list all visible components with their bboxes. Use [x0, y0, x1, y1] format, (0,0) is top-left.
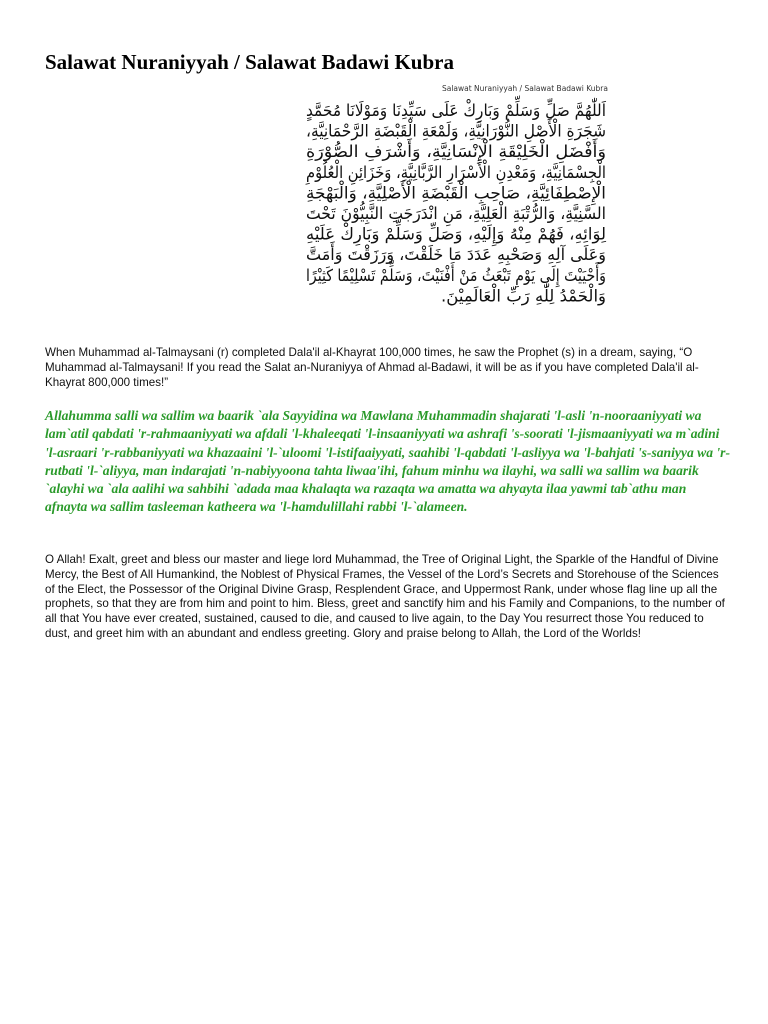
intro-paragraph: When Muhammad al-Talmaysani (r) completed Dala'il al-Khayrat 100,000 times, he saw the Prophet (s) in a dream, saying, “O Muhammad al-Talmaysani! If you read the Salat an-Nuraniyya of Ahmad al-Badawi, it will be as if you have completed Dala'il al-Khayrat 800,000 times!”	[45, 346, 699, 389]
translation-paragraph: O Allah! Exalt, greet and bless our master and liege lord Muhammad, the Tree of Original Light, the Sparkle of the Handful of Divine Mercy, the Best of All Humankind, the Noblest of Physical Frames, the Vessel of the Lord’s Secrets and Storehouse of the Sciences of the Elect, the Possessor of the Original Divine Grasp, Resplendent Grace, and Uppermost Rank, under whose flag line up all the prophets, so that they are from him and point to him. Bless, greet and sanctify him and his Family and Companions, to the number of all that You have ever created, sustained, caused to die, and caused to live again, to the Day You resurrect those You reduced to dust, and greet him with an abundant and endless greeting. Glory and praise belong to Allah, the Lord of the Worlds!	[45, 553, 725, 640]
arabic-calligraphy-image	[300, 84, 657, 320]
arabic-text-image	[300, 96, 657, 318]
arabic-line: اَللّٰهُمَّ صَلِّ وَسَلِّمْ وَبَارِكْ عَلَى سَيِّدِنَا وَمَوْلَانَا مُحَمَّدٍ	[306, 101, 629, 120]
arabic-line: السَّنِيَّةِ، وَالرُّتْبَةِ الْعَلِيَّةِ، مَنِ انْدَرَجَتِ النَّبِيُّوْنَ تَحْتَ	[306, 204, 624, 223]
arabic-line: الْجِسْمَانِيَّةِ، وَمَعْدِنِ الْأَسْرَارِ الرَّبَّانِيَّةِ، وَخَزَائِنِ الْعُلُوْمِ	[306, 162, 644, 182]
arabic-line: لِوَائِهِ، فَهُمْ مِنْهُ وَإِلَيْهِ، وَصَلِّ وَسَلِّمْ وَبَارِكْ عَلَيْهِ	[306, 224, 607, 244]
transliteration-paragraph: Allahumma salli wa sallim wa baarik `ala Sayyidina wa Mawlana Muhammadin shajarati 'l-asli 'n-nooraaniyyati wa lam`atil qabdati 'r-rahmaaniyyati wa afdali 'l-khaleeqati 'l-insaaniyyati wa ashrafi 's-soorati 'l-jismaaniyyati wa m`adini 'l-asraari 'r-rabbaniyyati wa khazaaini 'l-`uloomi 'l-istifaaiyyati, saahibi 'l-qabdati 'l-asliyya wa 'l-bahjati 's-saniyya wa 'r-rutbati 'l-`aliyya, man indarajati 'n-nabiyyoona tahta liwaa'ihi, fahum minhu wa ilayhi, wa salli wa sallim wa baarik `alayhi wa `ala aalihi wa sahbihi `adada maa khalaqta wa razaqta wa amatta wa ahyayta ilaa yawmi tab`athu man afnayta wa sallim tasleeman katheera wa 'l-hamdulillahi rabbi 'l-`alameen.	[45, 408, 731, 515]
arabic-line: وَعَلَى آلِهِ وَصَحْبِهِ عَدَدَ مَا خَلَقْتَ، وَرَزَقْتَ وَأَمَتَّ	[306, 245, 616, 265]
arabic-line: الْإِصْطِفَائِيَّةِ، صَاحِبِ الْقَبْضَةِ الْأَصْلِيَّةِ، وَالْبَهْجَةِ	[306, 183, 600, 203]
arabic-line: وَأَحْيَيْتَ إِلَى يَوْمِ تَبْعَثُ مَنْ أَفْنَيْتَ، وَسَلِّمْ تَسْلِيْمًا كَثِيْرًا	[306, 265, 657, 285]
arabic-line: وَأَفْضَلِ الْخَلِيْقَةِ الْإِنْسَانِيَّةِ، وَأَشْرَفِ الصُّوْرَةِ	[306, 142, 586, 162]
image-caption: Salawat Nuraniyyah / Salawat Badawi Kubra	[441, 84, 608, 93]
page-title: Salawat Nuraniyyah / Salawat Badawi Kubra	[45, 50, 454, 74]
arabic-line: شَجَرَةِ الْأَصْلِ النُّوْرَانِيَّةِ، وَلَمْعَةِ الْقَبْضَةِ الرَّحْمَانِيَّةِ،	[306, 121, 628, 141]
arabic-line: وَالْحَمْدُ لِلّٰهِ رَبِّ الْعَالَمِيْنَ.	[441, 286, 606, 306]
